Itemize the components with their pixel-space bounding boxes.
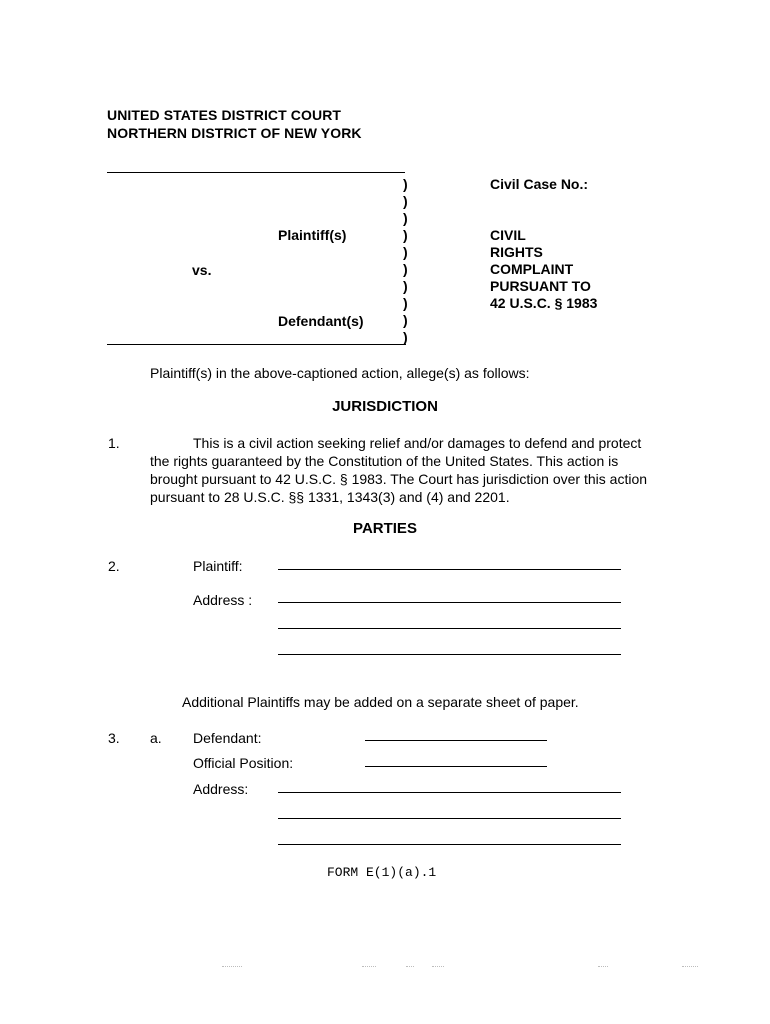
caption-paren: ) (403, 261, 408, 277)
defendant-address-line[interactable] (278, 818, 621, 819)
caption-bottom-rule (107, 344, 406, 345)
defendant-label: Defendant: (193, 730, 262, 746)
plaintiffs-label: Plaintiff(s) (278, 227, 347, 243)
jurisdiction-text-line: brought pursuant to 42 U.S.C. § 1983. The Court has jurisdiction over this action (150, 471, 648, 487)
complaint-title-line: 42 U.S.C. § 1983 (490, 295, 598, 311)
scan-artifact (682, 966, 698, 967)
paragraph-number: 1. (108, 435, 120, 451)
complaint-title-line: RIGHTS (490, 244, 543, 260)
jurisdiction-text-line: pursuant to 28 U.S.C. §§ 1331, 1343(3) and (4) and 2201. (150, 489, 510, 505)
caption-paren: ) (403, 244, 408, 260)
plaintiff-name-line[interactable] (278, 569, 621, 570)
caption-paren: ) (403, 193, 408, 209)
caption-paren: ) (403, 227, 408, 243)
plaintiff-address-line[interactable] (278, 602, 621, 603)
scan-artifact (406, 966, 414, 967)
paragraph-number: 2. (108, 558, 120, 574)
defendant-address-line[interactable] (278, 844, 621, 845)
intro-sentence: Plaintiff(s) in the above-captioned action, allege(s) as follows: (150, 365, 530, 381)
versus-label: vs. (192, 262, 212, 278)
jurisdiction-text-line: the rights guaranteed by the Constitution of the United States. This action is (150, 453, 619, 469)
complaint-title-line: PURSUANT TO (490, 278, 591, 294)
case-number-label: Civil Case No.: (490, 176, 589, 192)
caption-paren: ) (403, 295, 408, 311)
defendant-name-line[interactable] (365, 740, 547, 741)
caption-paren: ) (403, 210, 408, 226)
plaintiff-address-line[interactable] (278, 628, 621, 629)
plaintiff-label: Plaintiff: (193, 558, 243, 574)
parties-heading: PARTIES (353, 520, 417, 537)
scan-artifact (598, 966, 608, 967)
scan-artifact (432, 966, 444, 967)
district-name: NORTHERN DISTRICT OF NEW YORK (107, 125, 362, 141)
defendant-address-label: Address: (193, 781, 249, 797)
caption-paren: ) (403, 176, 408, 192)
subparagraph-letter: a. (150, 730, 162, 746)
caption-top-rule (107, 172, 405, 173)
paragraph-number: 3. (108, 730, 120, 746)
jurisdiction-heading: JURISDICTION (332, 398, 438, 415)
official-position-line[interactable] (365, 766, 547, 767)
plaintiff-address-line[interactable] (278, 654, 621, 655)
court-name: UNITED STATES DISTRICT COURT (107, 107, 342, 123)
jurisdiction-text-line: This is a civil action seeking relief and/or damages to defend and protect (193, 435, 642, 451)
caption-paren: ) (403, 278, 408, 294)
official-position-label: Official Position: (193, 755, 294, 771)
defendant-address-line[interactable] (278, 792, 621, 793)
defendants-label: Defendant(s) (278, 313, 364, 329)
scan-artifact (362, 966, 376, 967)
form-identifier: FORM E(1)(a).1 (327, 865, 437, 880)
additional-plaintiffs-note: Additional Plaintiffs may be added on a separate sheet of paper. (182, 694, 579, 710)
caption-paren: ) (403, 312, 408, 328)
complaint-title-line: COMPLAINT (490, 261, 574, 277)
plaintiff-address-label: Address : (193, 592, 253, 608)
scan-artifact (222, 966, 242, 967)
caption-paren: ) (403, 329, 408, 345)
complaint-title-line: CIVIL (490, 227, 526, 243)
